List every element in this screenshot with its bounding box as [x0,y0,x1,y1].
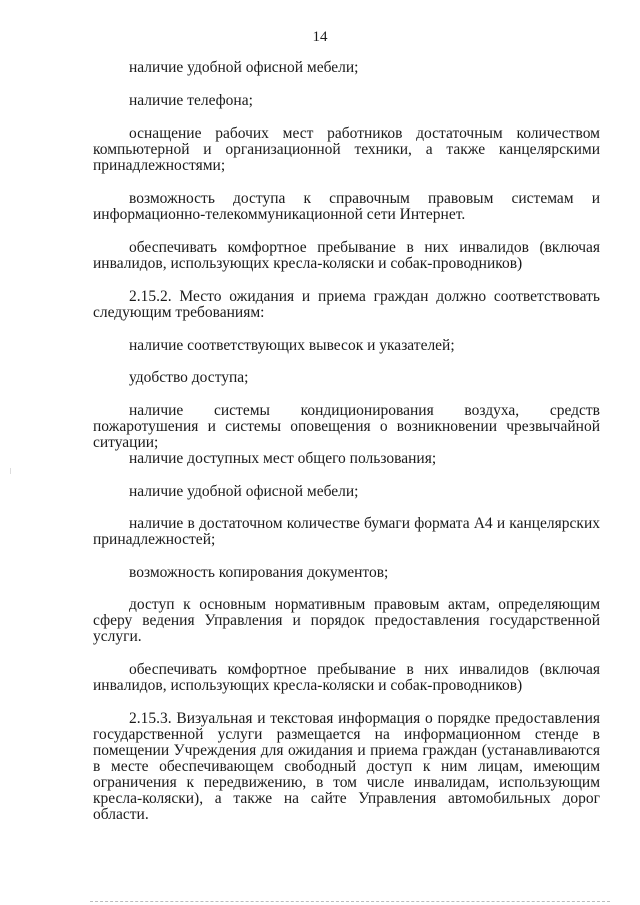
paragraph-public-places: наличие доступных мест общего пользования; [129,450,437,467]
paragraph-air-conditioning: наличие системы кондиционирования воздуха, средств пожаротушения и системы оповещения о возникновении чрезвычайной ситуации; [93,402,600,451]
paragraph-disabled-comfort-2: обеспечивать комфортное пребывание в них инвалидов (включая инвалидов, использующих кресла-коляски и собак-проводников) [93,661,600,694]
paragraph-office-furniture: наличие удобной офисной мебели; [129,59,359,76]
paragraph-workplace-equipment: оснащение рабочих мест работников достаточным количеством компьютерной и организационной техники, а также канцелярскими принадлежностями; [93,125,600,174]
paragraph-office-furniture-2: наличие удобной офисной мебели; [129,483,359,500]
paragraph-access-convenience: удобство доступа; [129,369,249,386]
paragraph-signs: наличие соответствующих вывесок и указателей; [129,337,455,354]
paragraph-paper-supplies: наличие в достаточном количестве бумаги формата А4 и канцелярских принадлежностей; [93,515,600,548]
paragraph-2-15-2: 2.15.2. Место ожидания и приема граждан должно соответствовать следующим требованиям: [93,288,600,321]
paragraph-disabled-comfort: обеспечивать комфортное пребывание в них инвалидов (включая инвалидов, использующих кресла-коляски и собак-проводников) [93,239,600,272]
paragraph-legal-systems-access: возможность доступа к справочным правовым системам и информационно-телекоммуникационной сети Интернет. [93,190,600,223]
paragraph-telephone: наличие телефона; [129,92,253,109]
paragraph-2-15-3: 2.15.3. Визуальная и текстовая информация о порядке предоставления государственной услуги размещается на информационном стенде в помещении Учреждения для ожидания и приема граждан (устанавливаются в месте обеспечивающем свободный доступ к ним лицам, имеющим ограничения к передвижению, в том числе инвалидам, использующим кресла-коляски), а также на сайте Управления автомобильных дорог области. [93,710,600,823]
scan-margin-mark [10,468,11,474]
scan-bottom-artifact [90,901,610,903]
page-number: 14 [312,29,328,45]
paragraph-document-copying: возможность копирования документов; [129,564,389,581]
paragraph-legal-acts: доступ к основным нормативным правовым актам, определяющим сферу ведения Управления и порядок предоставления государственной услуги. [93,596,600,645]
